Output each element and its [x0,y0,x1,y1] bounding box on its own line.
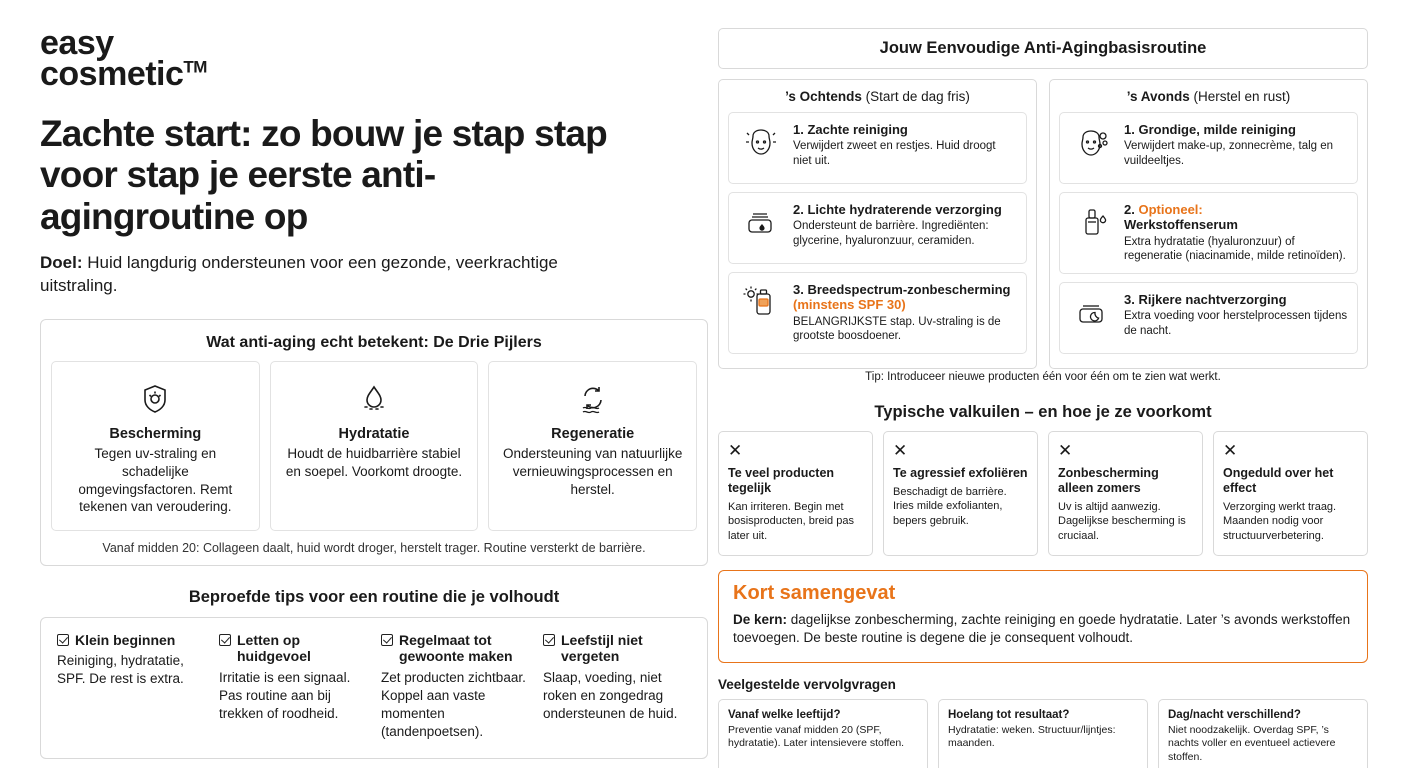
pillar-title: Regeneratie [551,426,635,443]
faq-row [718,699,1368,768]
tip-item [57,632,205,741]
pitfall-text: Beschadigt de barrière. Iries milde exfolianten, bepers gebruik. [893,486,1007,527]
cream-jar-icon [738,202,784,244]
refresh-cycle-icon [499,376,686,420]
tip-text: Slaap, voeding, niet roken en zongedrag ondersteunen de huid. [543,670,678,721]
pillars-row [51,361,697,530]
checkbox-icon [57,634,69,646]
step-title-accent: (minstens SPF 30) [793,297,906,313]
step-text: Ondersteunt de barrière. Ingrediënten: glycerine, hyaluronzuur, ceramiden. [793,220,989,248]
tip-heading [219,632,367,666]
pillar-title: Hydratatie [338,426,410,443]
pitfall-card [718,431,873,556]
step-title: 3. Breedspectrum-zonbescherming (minstens SPF 30) [793,282,1011,313]
tip-item [219,632,367,741]
step-text: Verwijdert make-up, zonnecrème, talg en vuildeeltjes. [1124,140,1334,168]
routine-step [1059,192,1358,274]
tip-heading [381,632,529,666]
step-title: 1. Grondige, milde reiniging [1124,122,1296,137]
pitfall-title: Zonbescherming alleen zomers [1058,466,1159,496]
goal-body: Huid langdurig ondersteunen voor een gezonde, veerkrachtige uitstraling. [40,252,558,295]
goal-text [40,252,640,298]
shield-sun-icon [62,376,249,420]
faq-card [938,699,1148,768]
close-icon: ✕ [1223,441,1238,461]
brand-logo [40,24,700,94]
routine-step [728,112,1027,184]
pitfalls-title: Typische valkuilen – en hoe je ze voorkomt [874,403,1212,422]
page-title: Zachte start: zo bouw je stap stap voor stap je eerste anti-agingroutine op [40,112,607,238]
brand-line-1: easy [40,24,114,62]
tip-title: Klein beginnen [75,631,176,648]
summary-title: Kort samengevat [733,581,896,604]
tips-row [57,632,691,741]
tip-title: Leefstijl niet vergeten [561,631,643,665]
pitfall-text: Uv is altijd aanwezig. Dagelijkse bescherming is cruciaal. [1058,501,1186,542]
faq-question: Hoelang tot resultaat? [948,708,1070,721]
step-text: Extra hydratatie (hyaluronzuur) of regeneratie (niacinamide, milde retinoïden). [1124,235,1346,263]
pitfall-card [1213,431,1368,556]
tips-panel [40,617,708,760]
pitfall-card [1048,431,1203,556]
routine-step [728,192,1027,264]
step-title: 1. Zachte reiniging [793,122,908,137]
pillar-text: Tegen uv-straling en schadelijke omgevingsfactoren. Remt tekenen van veroudering. [78,446,233,515]
summary-panel [718,570,1368,663]
pitfall-title: Ongeduld over het effect [1223,466,1334,496]
pillar-text: Ondersteuning van natuurlijke vernieuwingsprocessen en herstel. [502,446,683,497]
step-title: 2. Optioneel: Werkstoffenserum [1124,202,1238,233]
evening-heading-rest: (Herstel en rust) [1189,89,1291,104]
pillar-text: Houdt de huidbarrière stabiel en soepel. Voorkomt droogte. [285,446,463,479]
faq-card [718,699,928,768]
pillar-card [51,361,260,530]
step-title: 2. Lichte hydraterende verzorging [793,202,1002,217]
pitfalls-row [718,431,1368,556]
trademark-symbol: TM [183,57,207,77]
step-title: 3. Rijkere nachtverzorging [1124,292,1287,308]
tip-heading [57,632,205,649]
checkbox-icon [543,634,555,646]
evening-heading-bold: ’s Avonds [1126,89,1190,104]
pitfall-text: Verzorging werkt traag. Maanden nodig voor structuurverbetering. [1223,501,1337,542]
pitfall-title: Te veel producten tegelijk [728,466,835,496]
evening-heading [1059,89,1358,112]
tips-title: Beproefde tips voor een routine die je volhoudt [188,587,560,606]
tip-text: Irritatie is een signaal. Pas routine aan bij trekken of roodheid. [219,670,351,721]
summary-body: dagelijkse zonbescherming, zachte reiniging en goede hydratatie. Later ’s avonds werkstoffen toevoegen. De beste routine is degene die je consequent volhoudt. [733,611,1351,646]
pitfall-card [883,431,1038,556]
routine-title: Jouw Eenvoudige Anti-Agingbasisroutine [718,28,1368,69]
face-cleanse-icon [738,122,784,164]
summary-lead: De kern: [733,611,788,627]
water-drop-icon [281,376,468,420]
right-column [700,0,1408,768]
pitfall-text: Kan irriteren. Begin met bosisproducten, breid pas later uit. [728,501,854,542]
step-title-accent: Optioneel: [1138,202,1203,217]
close-icon: ✕ [1058,441,1073,461]
pillar-card [270,361,479,530]
goal-label: Doel: [40,252,83,272]
night-cream-icon [1069,292,1115,334]
step-text: Verwijdert zweet en restjes. Huid droogt niet uit. [793,140,996,168]
morning-heading [728,89,1027,112]
faq-answer: Niet noodzakelijk. Overdag SPF, ’s nachts voller en eventueel actievere stoffen. [1168,723,1336,763]
pillars-title: Wat anti-aging echt betekent: De Drie Pijlers [206,334,542,352]
faq-question: Dag/nacht verschillend? [1168,708,1301,721]
tip-text: Reiniging, hydratatie, SPF. De rest is extra. [57,653,184,687]
tip-item [381,632,529,741]
routine-step [1059,282,1358,354]
pillars-panel [40,319,708,565]
checkbox-icon [381,634,393,646]
tip-item [543,632,691,741]
left-column [0,0,700,768]
pitfall-title: Te agressief exfoliëren [893,466,1028,481]
faq-question: Vanaf welke leeftijd? [728,708,841,721]
close-icon: ✕ [893,441,908,461]
routine-step [1059,112,1358,184]
faq-answer: Preventie vanaf midden 20 (SPF, hydratatie). Later intensievere stoffen. [728,723,905,750]
summary-text [733,611,1353,648]
spf-tube-icon [738,282,784,324]
tip-heading [543,632,691,666]
faq-card [1158,699,1368,768]
tip-title: Letten op huidgevoel [237,631,311,665]
step-text: Extra voeding voor herstelprocessen tijdens de nacht. [1124,310,1348,338]
tip-text: Zet producten zichtbaar. Koppel aan vaste momenten (tandenpoetsen). [381,670,526,739]
checkbox-icon [219,634,231,646]
morning-routine-column [718,79,1037,369]
pillar-card [488,361,697,530]
morning-heading-bold: ’s Ochtends [785,89,862,104]
faq-title: Veelgestelde vervolgvragen [718,676,896,692]
pillars-note: Vanaf midden 20: Collageen daalt, huid wordt droger, herstelt trager. Routine versterkt de barrière. [102,540,646,555]
pillar-title: Bescherming [109,426,202,443]
step-text: BELANGRIJKSTE stap. Uv-straling is de grootste boosdoener. [793,315,1001,343]
evening-routine-column [1049,79,1368,369]
face-bubbles-icon [1069,122,1115,164]
routine-footnote: Tip: Introduceer nieuwe producten één voor één om te zien wat werkt. [865,371,1221,384]
routine-step [728,272,1027,354]
close-icon: ✕ [728,441,743,461]
morning-heading-rest: (Start de dag fris) [861,89,970,104]
dropper-serum-icon [1069,202,1115,244]
routine-columns [718,79,1368,369]
brand-line-2: cosmetic™ [40,55,207,94]
tip-title: Regelmaat tot gewoonte maken [399,631,513,665]
step-title-prefix: 2. [1124,202,1139,217]
faq-answer: Hydratatie: weken. Structuur/lijntjes: maanden. [948,723,1116,750]
